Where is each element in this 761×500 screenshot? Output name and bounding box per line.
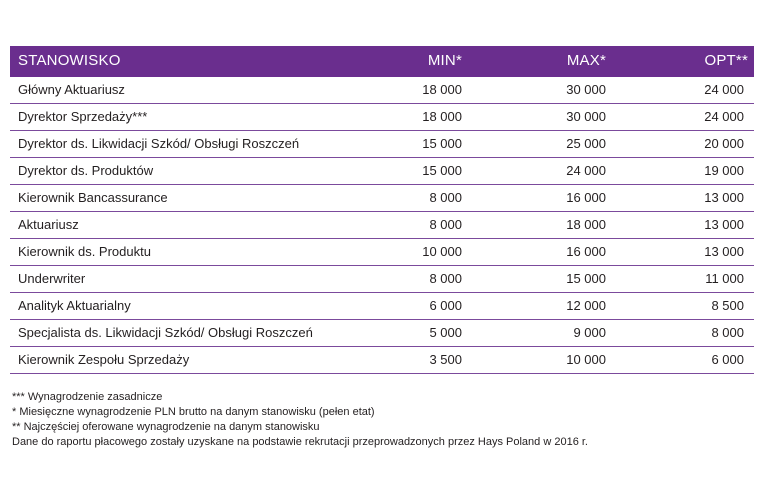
header-opt: OPT** [704,52,748,69]
cell-min: 5 000 [429,325,462,340]
cell-opt: 13 000 [704,244,744,259]
cell-opt: 20 000 [704,136,744,151]
header-min: MIN* [427,52,462,69]
cell-max: 16 000 [566,190,606,205]
cell-max: 9 000 [573,325,606,340]
table-row [10,158,754,185]
cell-opt: 13 000 [704,190,744,205]
cell-max: 30 000 [566,109,606,124]
cell-position: Aktuariusz [18,217,79,232]
table-row [10,131,754,158]
table-row [10,239,754,266]
cell-position: Specjalista ds. Likwidacji Szkód/ Obsługi Roszczeń [18,325,313,340]
cell-min: 6 000 [429,298,462,313]
cell-min: 15 000 [422,163,462,178]
cell-max: 15 000 [566,271,606,286]
footnotes [12,390,752,450]
footnote-most-offered: ** Najczęściej oferowane wynagrodzenie na danym stanowisku [12,421,320,433]
cell-position: Underwriter [18,271,86,286]
table-row [10,104,754,131]
cell-max: 18 000 [566,217,606,232]
cell-position: Kierownik Zespołu Sprzedaży [18,352,190,367]
table-row [10,347,754,374]
cell-max: 12 000 [566,298,606,313]
table-row [10,266,754,293]
cell-min: 18 000 [422,109,462,124]
footnote-base-salary: *** Wynagrodzenie zasadnicze [12,391,163,403]
cell-opt: 24 000 [704,82,744,97]
cell-opt: 11 000 [705,271,744,286]
header-position: STANOWISKO [18,52,121,69]
cell-opt: 6 000 [711,352,744,367]
cell-min: 3 500 [429,352,462,367]
cell-opt: 13 000 [704,217,744,232]
cell-opt: 24 000 [704,109,744,124]
table-row [10,185,754,212]
cell-position: Dyrektor ds. Produktów [18,163,154,178]
cell-position: Dyrektor Sprzedaży*** [18,109,148,124]
cell-position: Główny Aktuariusz [18,82,125,97]
cell-min: 18 000 [422,82,462,97]
table-row [10,212,754,239]
footnote-source: Dane do raportu płacowego zostały uzyskane na podstawie rekrutacji przeprowadzonych przez Hays Poland w 2016 r. [12,436,588,448]
table-row [10,293,754,320]
table-row [10,77,754,104]
cell-max: 25 000 [566,136,606,151]
cell-min: 8 000 [429,190,462,205]
cell-min: 8 000 [429,271,462,286]
cell-max: 24 000 [566,163,606,178]
cell-position: Dyrektor ds. Likwidacji Szkód/ Obsługi Roszczeń [18,136,300,151]
salary-table [10,46,754,374]
cell-opt: 8 500 [711,298,744,313]
cell-position: Kierownik ds. Produktu [18,244,151,259]
cell-position: Kierownik Bancassurance [18,190,168,205]
header-max: MAX* [566,52,606,69]
cell-position: Analityk Aktuarialny [18,298,131,313]
cell-max: 30 000 [566,82,606,97]
cell-max: 16 000 [566,244,606,259]
cell-min: 8 000 [429,217,462,232]
table-row [10,320,754,347]
cell-min: 10 000 [422,244,462,259]
cell-max: 10 000 [566,352,606,367]
cell-min: 15 000 [422,136,462,151]
footnote-monthly-gross: * Miesięczne wynagrodzenie PLN brutto na danym stanowisku (pełen etat) [12,406,375,418]
cell-opt: 19 000 [704,163,744,178]
table-header [10,46,754,77]
cell-opt: 8 000 [711,325,744,340]
